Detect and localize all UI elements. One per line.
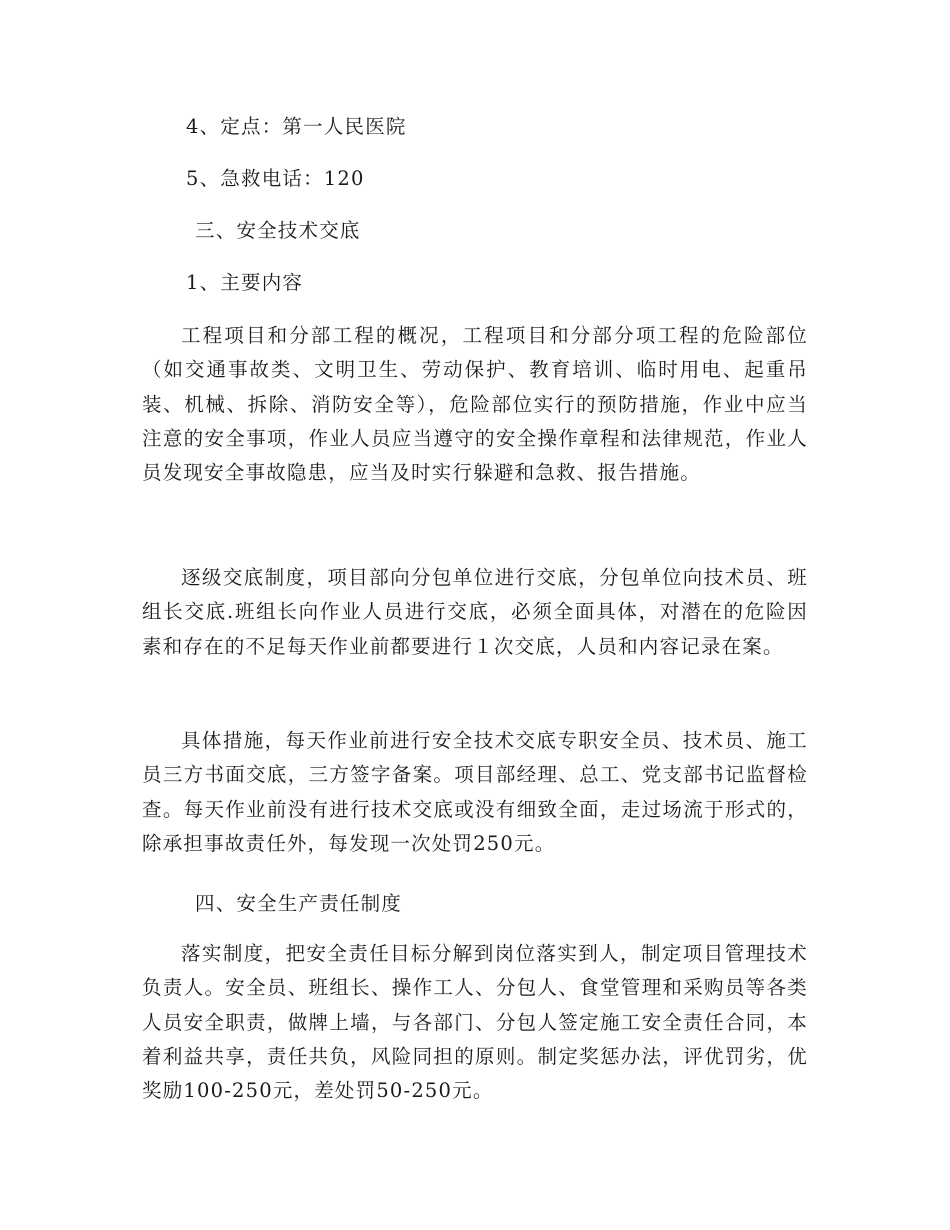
paragraph-specific-measures: 具体措施，每天作业前进行安全技术交底专职安全员、技术员、施工员三方书面交底，三方签字备案。项目部经理、总工、党支部书记监督检查。每天作业前没有进行技术交底或没有细致全面，走过场流于形式的，除承担事故责任外，每发现一次处罚250元。 (142, 729, 808, 855)
emergency-hospital-item: 4、定点：第一人民医院 (186, 115, 407, 138)
paragraph-step-by-step-briefing: 逐级交底制度，项目部向分包单位进行交底，分包单位向技术员、班组长交底.班组长向作业人员进行交底，必须全面具体，对潜在的危险因素和存在的不足每天作业前都要进行１次交底，人员和内容记录在案。 (142, 566, 808, 658)
paragraph-responsibility: 落实制度，把安全责任目标分解到岗位落实到人，制定项目管理技术负责人。安全员、班组长、操作工人、分包人、食堂管理和采购员等各类人员安全职责，做牌上墙，与各部门、分包人签定施工安全责任合同，本着利益共享，责任共负，风险同担的原则。制定奖惩办法，评优罚劣，优奖励100-250元，差处罚50-250元。 (142, 942, 808, 1103)
section-four-heading: 四、安全生产责任制度 (195, 892, 403, 915)
paragraph-overview: 工程项目和分部工程的概况，工程项目和分部分项工程的危险部位（如交通事故类、文明卫生、劳动保护、教育培训、临时用电、起重吊装、机械、拆除、消防安全等），危险部位实行的预防措施，作业中应当注意的安全事项，作业人员应当遵守的安全操作章程和法律规范，作业人员发现安全事故隐患，应当及时实行躲避和急救、报告措施。 (142, 324, 808, 485)
section-three-heading: 三、安全技术交底 (195, 219, 361, 242)
emergency-phone-item: 5、急救电话：120 (186, 167, 365, 190)
main-content-subheading: 1、主要内容 (186, 271, 304, 294)
